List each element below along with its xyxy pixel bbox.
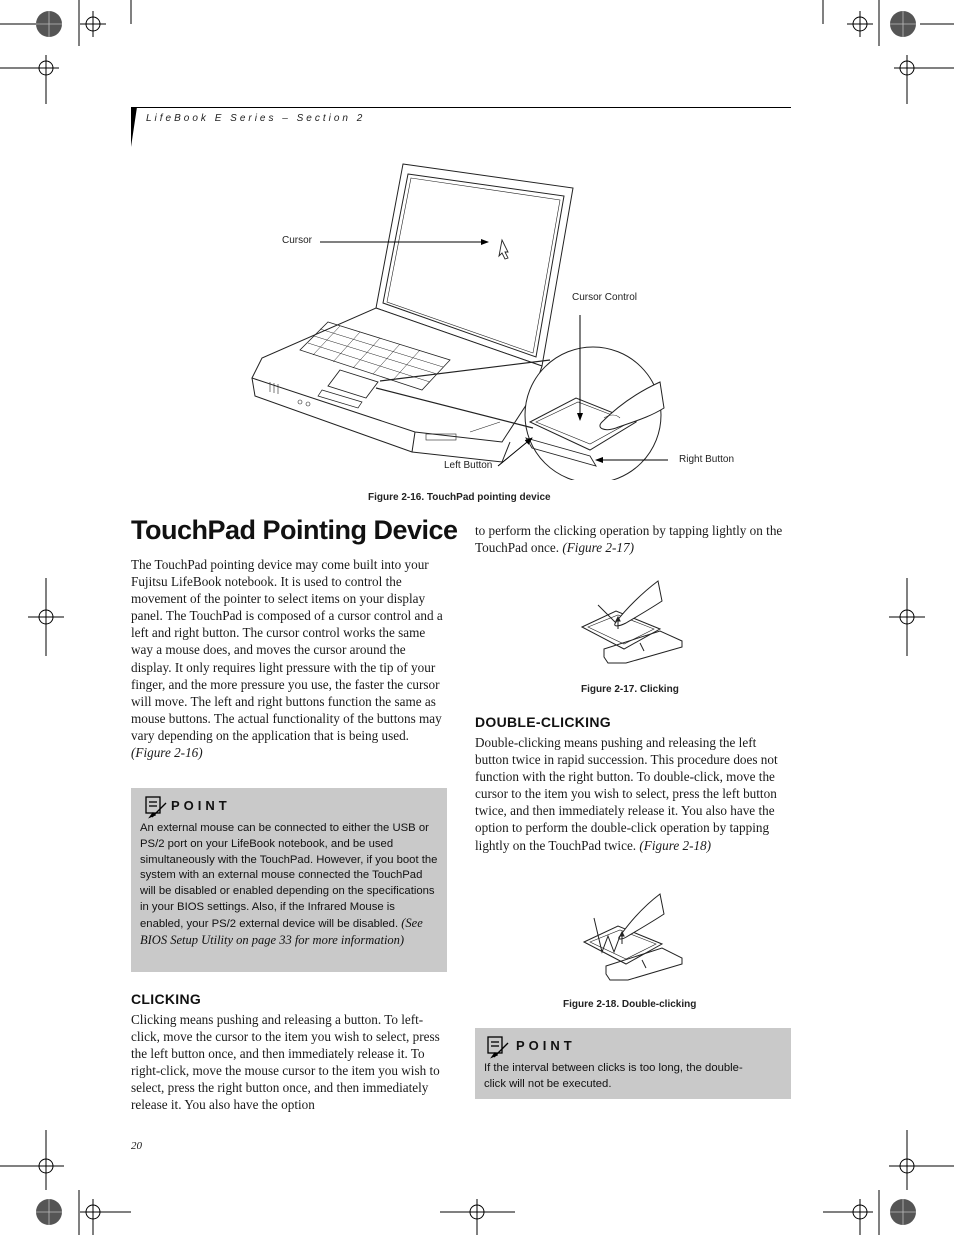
clicking-figure-ref: (Figure 2-17) xyxy=(562,540,634,556)
clicking-continued-text: to perform the clicking operation by tapping lightly on the TouchPad once. xyxy=(475,523,783,556)
point-text: An external mouse can be connected to either the USB or PS/2 port on your LifeBook notebook, and be used simultaneously with the TouchPad. However, if you boot the system with an external mouse connected the TouchPad will be disabled or enabled depending on the specifications in your BIOS settings. Also, if the Infrared Mouse is enabled, your PS/2 external device will be disabled. xyxy=(140,822,438,930)
point-label: POINT xyxy=(171,798,231,813)
point-label: POINT xyxy=(516,1038,576,1053)
point-reference: (See BIOS Setup Utility on page 33 for more information) xyxy=(140,915,423,947)
figure-2-16-caption: Figure 2-16. TouchPad pointing device xyxy=(368,492,551,503)
double-clicking-paragraph xyxy=(475,734,791,854)
clicking-paragraph: Clicking means pushing and releasing a button. To left-click, move the cursor to the item you wish to select, press the left button once, and then immediately release it. To right-click, move the mouse cursor to the item you wish to select, press the right button once, and then immediately release it. You also have the option xyxy=(131,1012,440,1113)
double-clicking-figure-ref: (Figure 2-18) xyxy=(639,837,712,853)
callout-left-button: Left Button xyxy=(444,460,493,471)
double-clicking-illustration xyxy=(580,892,686,986)
figure-2-18-caption: Figure 2-18. Double-clicking xyxy=(563,999,697,1010)
running-header: LifeBook E Series – Section 2 xyxy=(146,113,366,124)
page-number: 20 xyxy=(131,1140,142,1152)
point-box-mouse xyxy=(131,788,447,972)
figure-2-17-caption: Figure 2-17. Clicking xyxy=(581,684,679,695)
pencil-note-icon xyxy=(486,1033,510,1059)
double-clicking-heading: DOUBLE-CLICKING xyxy=(475,714,611,730)
pencil-note-icon xyxy=(144,793,168,819)
point-box-interval xyxy=(475,1028,791,1099)
clicking-illustration xyxy=(578,577,686,669)
clicking-continued xyxy=(475,522,791,556)
intro-text: The TouchPad pointing device may come built into your Fujitsu LifeBook notebook. It is used to control the movement of the pointer to select items on your display panel. The TouchPad is composed of a cursor control and a left and right button. The cursor control works the same way a mouse does, and moves the cursor around the display. It only requires light pressure with the tip of your finger, and the more pressure you use, the faster the cursor will move. The left and right buttons function the same as mouse buttons. The actual functionality of the buttons may vary depending on the application that is being used. xyxy=(131,557,443,743)
callout-leaders xyxy=(0,0,954,520)
callout-right-button: Right Button xyxy=(679,454,735,465)
page-title: TouchPad Pointing Device xyxy=(131,515,458,545)
intro-paragraph xyxy=(131,556,447,761)
point-text: If the interval between clicks is too long, the double-click will not be executed. xyxy=(484,1062,743,1090)
double-clicking-text: Double-clicking means pushing and releasing the left button twice in rapid succession. This procedure does not function with the right button. To double-click, move the cursor to the item you wish to select, press the left button twice, and then immediately release it. You also have the option to perform the double-click operation by tapping lightly on the TouchPad twice. xyxy=(475,735,778,853)
point-body xyxy=(140,821,440,949)
callout-cursor: Cursor xyxy=(282,235,313,246)
callout-cursor-control: Cursor Control xyxy=(572,292,638,303)
intro-figure-ref: (Figure 2-16) xyxy=(131,745,203,761)
clicking-heading: CLICKING xyxy=(131,991,202,1007)
